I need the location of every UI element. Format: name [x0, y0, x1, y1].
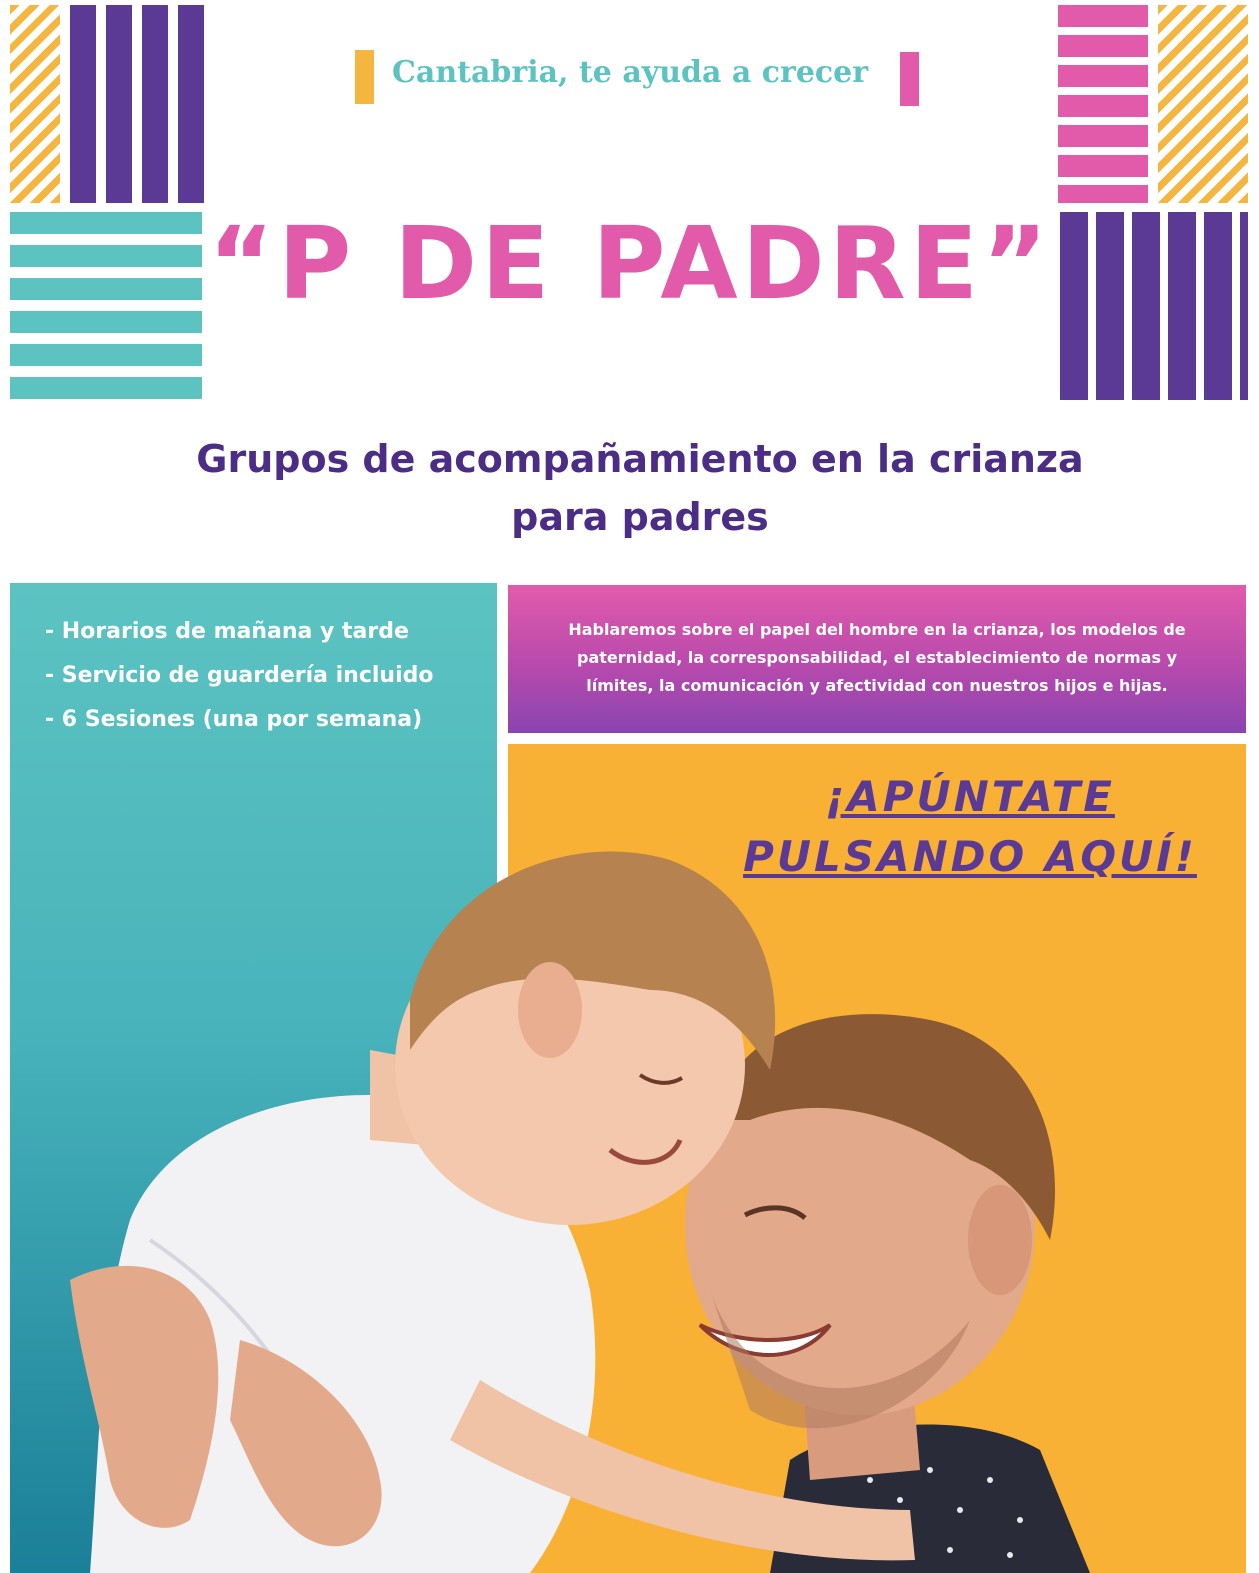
decor-purple-bars-left	[70, 5, 204, 203]
father-son-photo	[10, 820, 1110, 1573]
subtitle-line-1: Grupos de acompañamiento en la crianza	[196, 437, 1084, 481]
decor-purple-bars-right	[1060, 212, 1248, 400]
feature-item: - Servicio de guardería incluido	[45, 663, 434, 688]
features-list	[45, 610, 485, 742]
subtitle	[60, 430, 1220, 550]
signup-link-line-1[interactable]: ¡APÚNTATE	[825, 772, 1115, 821]
page-title: “P DE PADRE”	[208, 205, 1052, 322]
tagline: Cantabria, te ayuda a crecer	[392, 55, 869, 90]
feature-item: - Horarios de mañana y tarde	[45, 619, 409, 644]
description-line-1: Hablaremos sobre el papel del hombre en la crianza, los modelos de	[568, 620, 1186, 639]
description-line-2: paternidad, la corresponsabilidad, el establecimiento de normas y	[577, 648, 1177, 667]
decor-yellow-stripes-right	[1158, 5, 1248, 203]
description-line-3: límites, la comunicación y afectividad con nuestros hijos e hijas.	[586, 676, 1168, 695]
decor-teal-bars-left	[10, 212, 202, 400]
description-text	[515, 616, 1239, 700]
subtitle-line-2: para padres	[511, 495, 769, 539]
signup-link-line-2[interactable]: PULSANDO AQUÍ!	[743, 832, 1197, 881]
tagline-marker-right	[900, 52, 919, 106]
feature-item: - 6 Sesiones (una por semana)	[45, 707, 423, 732]
decor-pink-bars-right	[1058, 5, 1148, 203]
decor-yellow-stripes-left	[10, 5, 60, 203]
tagline-marker-left	[355, 50, 374, 104]
